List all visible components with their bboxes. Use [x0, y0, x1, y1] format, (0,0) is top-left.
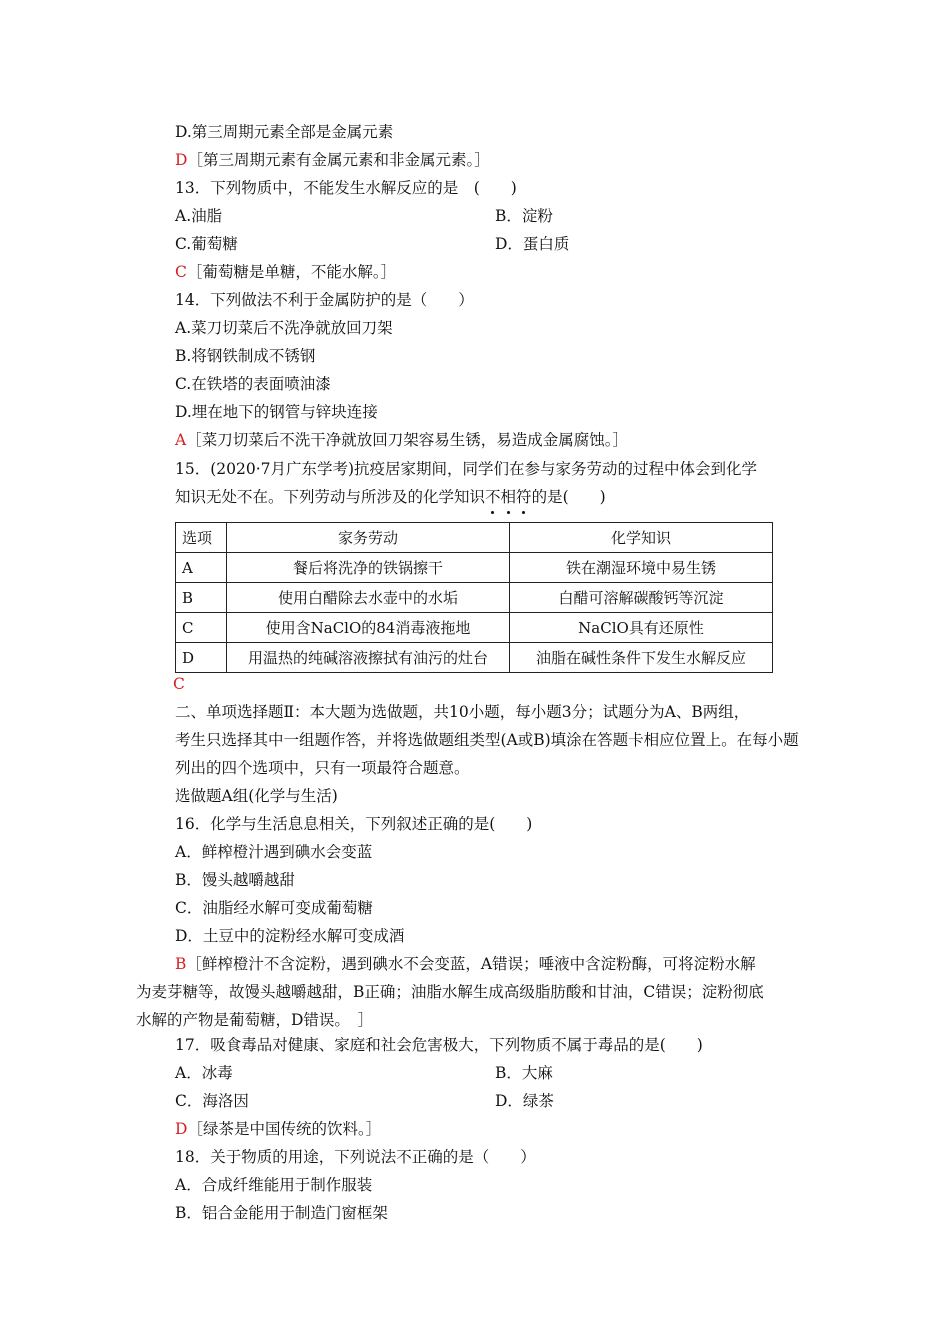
answer-explanation: ［鲜榨橙汁不含淀粉，遇到碘水不会变蓝，A错误；唾液中含淀粉酶，可将淀粉水解: [186, 955, 756, 973]
answer-letter: C: [175, 263, 187, 281]
q15-stem-line2: 知识无处不在。下列劳动与所涉及的化学知识不相符的是( ): [175, 488, 606, 506]
table-cell: D: [176, 643, 227, 673]
q16-option-c: C．油脂经水解可变成葡萄糖: [175, 899, 373, 917]
q17-stem: 17．吸食毒品对健康、家庭和社会危害极大，下列物质不属于毒品的是( ): [175, 1036, 703, 1054]
q15-table: [175, 522, 773, 673]
q12-option-d: D.第三周期元素全部是金属元素: [175, 123, 394, 141]
section2-line2: 考生只选择其中一组题作答，并将选做题组类型(A或B)填涂在答题卡相应位置上。在每小题: [175, 731, 799, 749]
q14-option-a: A.菜刀切菜后不洗净就放回刀架: [175, 319, 393, 337]
answer-explanation: ［葡萄糖是单糖，不能水解。］: [186, 263, 397, 281]
answer-letter: D: [175, 1120, 188, 1138]
q18-stem: 18．关于物质的用途，下列说法不正确的是（ ）: [175, 1148, 536, 1166]
emphasis-char: 相: [500, 488, 517, 506]
q16-stem: 16．化学与生活息息相关，下列叙述正确的是( ): [175, 815, 533, 833]
table-cell: 使用含NaClO的84消毒液拖地: [227, 613, 510, 643]
q18-option-b: B．铝合金能用于制造门窗框架: [175, 1204, 388, 1222]
q13-option-c: C.葡萄糖: [175, 235, 238, 253]
q17-option-c: C．海洛因: [175, 1092, 249, 1110]
q18-option-a: A．合成纤维能用于制作服装: [175, 1176, 373, 1194]
section2-line1: 二、单项选择题Ⅱ：本大题为选做题，共10小题，每小题3分；试题分为A、B两组，: [175, 703, 750, 721]
q17-option-b: B．大麻: [495, 1064, 553, 1082]
table-cell: C: [176, 613, 227, 643]
q13-option-b: B．淀粉: [495, 207, 553, 225]
q13-option-a: A.油脂: [175, 207, 223, 225]
q14-option-c: C.在铁塔的表面喷油漆: [175, 375, 331, 393]
q15-answer-letter: C: [173, 675, 185, 693]
table-row: [176, 613, 773, 643]
q17-option-d: D．绿茶: [495, 1092, 554, 1110]
answer-letter: D: [175, 151, 188, 169]
q16-option-d: D．土豆中的淀粉经水解可变成酒: [175, 927, 405, 945]
table-header: 化学知识: [510, 523, 773, 553]
q14-answer: [175, 430, 628, 450]
table-row: [176, 643, 773, 673]
q16-answer-line2: 为麦芽糖等，故馒头越嚼越甜，B正确；油脂水解生成高级脂肪酸和甘油，C错误；淀粉彻底: [136, 983, 764, 1001]
q14-option-b: B.将钢铁制成不锈钢: [175, 347, 316, 365]
table-cell: 餐后将洗净的铁锅擦干: [227, 553, 510, 583]
table-cell: 用温热的纯碱溶液擦拭有油污的灶台: [227, 643, 510, 673]
q16-option-b: B．馒头越嚼越甜: [175, 871, 295, 889]
q16-answer-line3: 水解的产物是葡萄糖，D错误。 ］: [136, 1011, 374, 1029]
section2-group-title: 选做题A组(化学与生活): [175, 787, 338, 805]
q13-answer: [175, 262, 396, 282]
emphasis-char: 不: [485, 488, 501, 506]
table-header: 选项: [176, 523, 227, 553]
emphasis-char: 符: [516, 488, 532, 506]
q14-option-d: D.埋在地下的钢管与锌块连接: [175, 403, 378, 421]
q13-stem: 13．下列物质中，不能发生水解反应的是 ( ): [175, 179, 517, 197]
table-cell: 白醋可溶解碳酸钙等沉淀: [510, 583, 773, 613]
table-cell: B: [176, 583, 227, 613]
q17-answer: [175, 1119, 381, 1139]
table-row: [176, 583, 773, 613]
section2-line3: 列出的四个选项中，只有一项最符合题意。: [175, 759, 470, 777]
q15-stem-line1: 15．(2020·7月广东学考)抗疫居家期间，同学们在参与家务劳动的过程中体会到化学: [175, 460, 758, 478]
answer-letter: A: [175, 431, 187, 449]
table-cell: 铁在潮湿环境中易生锈: [510, 553, 773, 583]
q16-option-a: A．鲜榨橙汁遇到碘水会变蓝: [175, 843, 373, 861]
table-row: [176, 553, 773, 583]
table-header: 家务劳动: [227, 523, 510, 553]
answer-explanation: ［菜刀切菜后不洗干净就放回刀架容易生锈，易造成金属腐蚀。］: [186, 431, 628, 449]
answer-explanation: ［第三周期元素有金属元素和非金属元素。］: [187, 151, 490, 169]
answer-letter: B: [175, 955, 187, 973]
table-header-row: [176, 523, 773, 553]
table-cell: A: [176, 553, 227, 583]
q14-stem: 14．下列做法不利于金属防护的是（ ）: [175, 291, 474, 309]
table-cell: 油脂在碱性条件下发生水解反应: [510, 643, 773, 673]
q13-option-d: D．蛋白质: [495, 235, 570, 253]
q12-answer: [175, 150, 490, 170]
table-cell: NaClO具有还原性: [510, 613, 773, 643]
table-cell: 使用白醋除去水壶中的水垢: [227, 583, 510, 613]
q16-answer-line1: [175, 954, 756, 974]
answer-explanation: ［绿茶是中国传统的饮料。］: [187, 1120, 382, 1138]
q17-option-a: A．冰毒: [175, 1064, 233, 1082]
